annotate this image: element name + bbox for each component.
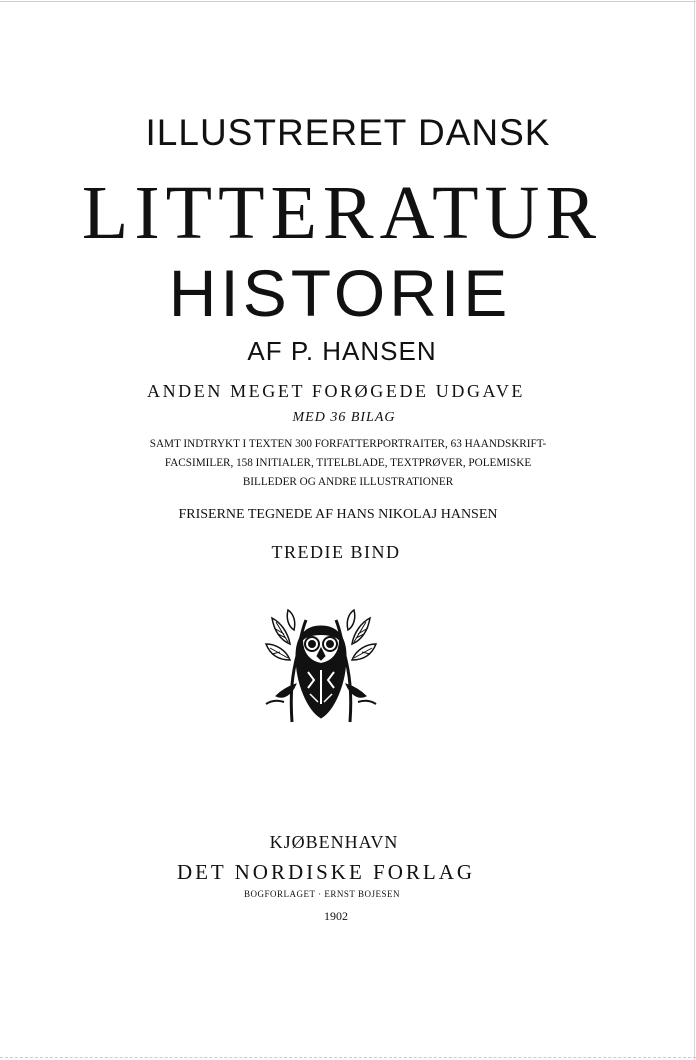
supplements-line: MED 36 BILAG — [292, 410, 396, 425]
publisher-line: DET NORDISKE FORLAG — [176, 860, 476, 884]
author-line: AF P. HANSEN — [247, 336, 437, 366]
year-line: 1902 — [324, 909, 348, 923]
edition-line: ANDEN MEGET FORØGEDE UDGAVE — [146, 381, 526, 401]
title-line-1: ILLUSTRERET DANSK — [145, 112, 551, 153]
title-line-2: LITTERATUR — [81, 171, 603, 255]
description-line-3: BILLEDER OG ANDRE ILLUSTRATIONER — [242, 476, 454, 488]
page-edge-bottom — [0, 1057, 696, 1058]
page-edge-top — [0, 1, 696, 2]
city-line: KJØBENHAVN — [269, 832, 399, 852]
description-line-1: SAMT INDTRYKT I TEXTEN 300 FORFATTERPORTRAITER, 63 HAANDSKRIFT- — [149, 438, 547, 450]
illustrator-line: FRISERNE TEGNEDE AF HANS NIKOLAJ HANSEN — [178, 507, 498, 522]
description-line-2: FACSIMILER, 158 INITIALER, TITELBLADE, TEXTPRØVER, POLEMISKE — [164, 457, 532, 469]
volume-line: TREDIE BIND — [271, 542, 401, 562]
imprint-line: BOGFORLAGET · ERNST BOJESEN — [244, 889, 400, 899]
title-line-3: HISTORIE — [168, 256, 512, 330]
page-edge-right — [694, 0, 695, 1060]
owl-emblem-icon — [262, 604, 380, 724]
